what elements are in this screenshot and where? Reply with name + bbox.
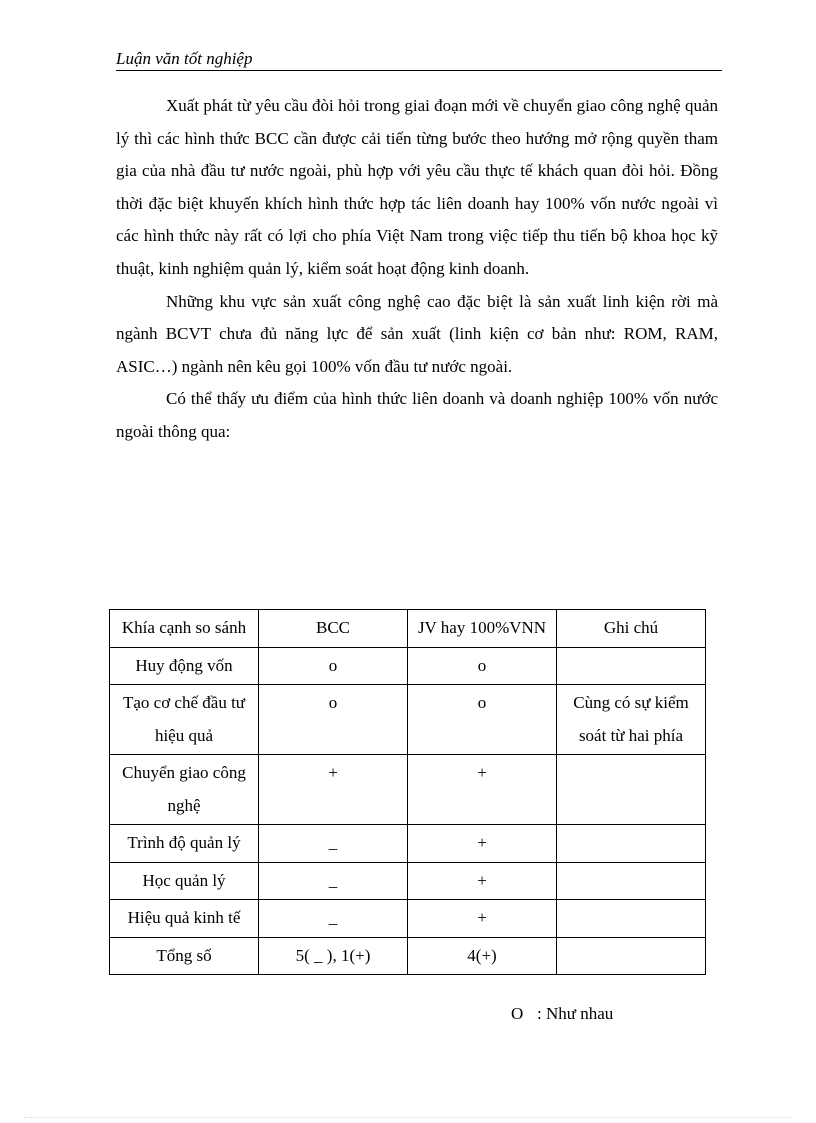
table-cell: Hiệu quả kinh tế	[110, 900, 259, 938]
footer-divider	[24, 1117, 792, 1118]
table-header-cell: JV hay 100%VNN	[408, 610, 557, 648]
table-header-row	[110, 610, 706, 648]
table-cell: Trình độ quản lý	[110, 825, 259, 863]
table-cell: +	[408, 825, 557, 863]
table-cell: Tạo cơ chế đầu tư hiệu quả	[110, 685, 259, 755]
table-cell: Huy động vốn	[110, 647, 259, 685]
table-cell: o	[259, 685, 408, 755]
legend-text: : Như nhau	[537, 1004, 614, 1023]
table-cell: +	[408, 755, 557, 825]
table-row-total	[110, 937, 706, 975]
table-cell	[557, 900, 706, 938]
page-header-title: Luận văn tốt nghiệp	[116, 48, 722, 71]
table-cell: 5( _ ), 1(+)	[259, 937, 408, 975]
table-row	[110, 862, 706, 900]
table-cell	[557, 647, 706, 685]
table-cell	[557, 755, 706, 825]
legend-symbol: O	[511, 1004, 524, 1023]
paragraph: Xuất phát từ yêu cầu đòi hỏi trong giai đoạn mới về chuyển giao công nghệ quản lý thì các hình thức BCC cần được cải tiến từng bước theo hướng mở rộng quyền tham gia của nhà đầu tư nước ngoài, phù hợp với yêu cầu thực tế khách quan đòi hỏi. Đồng thời đặc biệt khuyến khích hình thức hợp tác liên doanh hay 100% vốn nước ngoài vì các hình thức này rất có lợi cho phía Việt Nam trong việc tiếp thu tiến bộ khoa học kỹ thuật, kinh nghiệm quản lý, kiểm soát hoạt động kinh doanh.	[116, 96, 718, 278]
table-row	[110, 825, 706, 863]
table-row	[110, 647, 706, 685]
table-cell: +	[259, 755, 408, 825]
table-cell: Học quản lý	[110, 862, 259, 900]
paragraph: Có thể thấy ưu điểm của hình thức liên doanh và doanh nghiệp 100% vốn nước ngoài thông qua:	[116, 389, 718, 441]
table-header-cell: Khía cạnh so sánh	[110, 610, 259, 648]
table-cell: _	[259, 900, 408, 938]
table-cell: _	[259, 862, 408, 900]
table-cell: o	[259, 647, 408, 685]
table-cell	[557, 825, 706, 863]
table-cell: Cùng có sự kiểm soát từ hai phía	[557, 685, 706, 755]
table-row	[110, 900, 706, 938]
table-cell	[557, 937, 706, 975]
table-cell: Tổng số	[110, 937, 259, 975]
body-text	[116, 90, 718, 449]
table-cell: +	[408, 862, 557, 900]
legend	[511, 1000, 613, 1028]
table-cell: 4(+)	[408, 937, 557, 975]
table-cell: o	[408, 647, 557, 685]
table-header-cell: BCC	[259, 610, 408, 648]
table-header-cell: Ghi chú	[557, 610, 706, 648]
table-cell: Chuyển giao công nghệ	[110, 755, 259, 825]
table-cell	[557, 862, 706, 900]
table-cell: +	[408, 900, 557, 938]
table-cell: _	[259, 825, 408, 863]
paragraph: Những khu vực sản xuất công nghệ cao đặc biệt là sản xuất linh kiện rời mà ngành BCVT chưa đủ năng lực để sản xuất (linh kiện cơ bản như: ROM, RAM, ASIC…) ngành nên kêu gọi 100% vốn đầu tư nước ngoài.	[116, 291, 718, 376]
table-row	[110, 685, 706, 755]
comparison-table	[109, 609, 706, 975]
table-cell: o	[408, 685, 557, 755]
table-row	[110, 755, 706, 825]
